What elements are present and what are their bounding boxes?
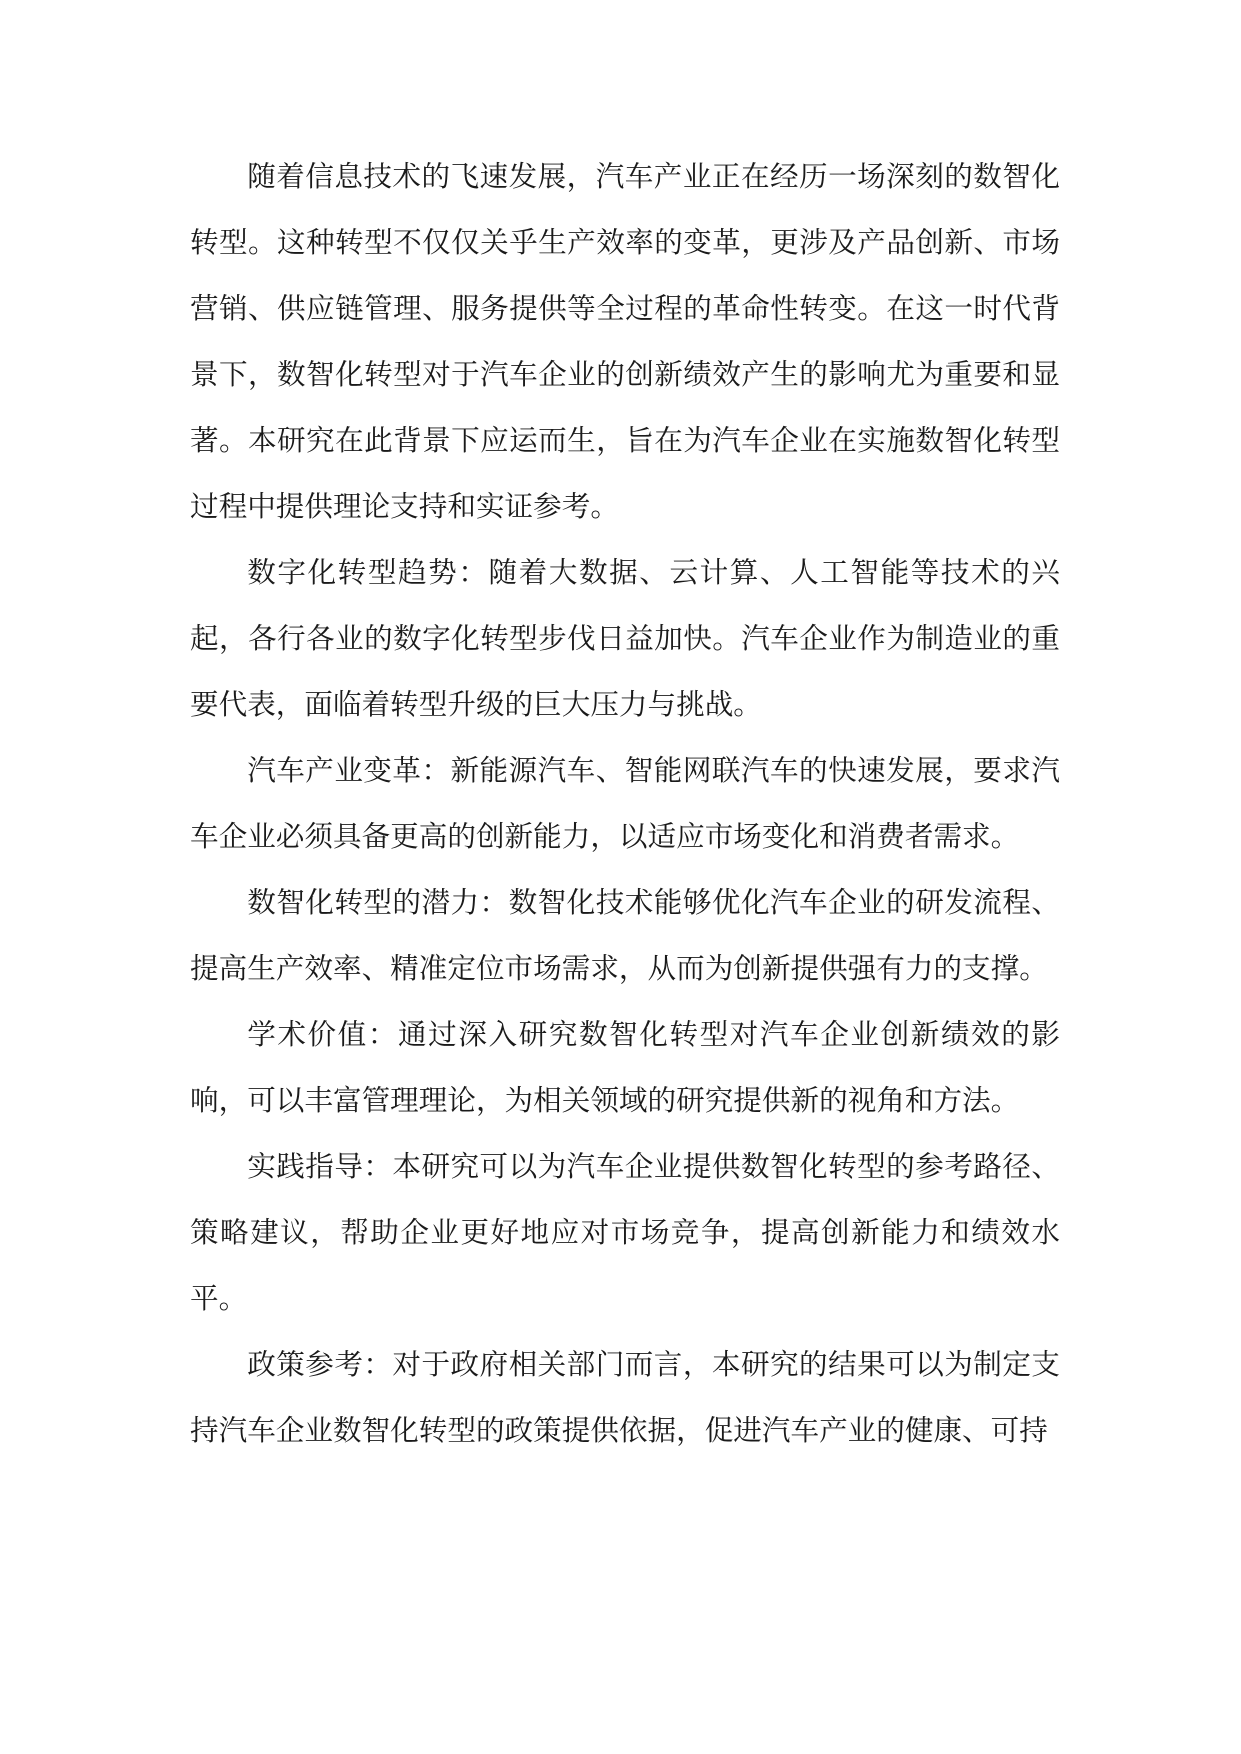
paragraph-digital-trend: 数字化转型趋势：随着大数据、云计算、人工智能等技术的兴起，各行各业的数字化转型步伐日益加快。汽车企业作为制造业的重要代表，面临着转型升级的巨大压力与挑战。 <box>190 555 1060 721</box>
body-text <box>190 143 1060 1463</box>
paragraph-academic-value: 学术价值：通过深入研究数智化转型对汽车企业创新绩效的影响，可以丰富管理理论，为相关领域的研究提供新的视角和方法。 <box>190 1017 1060 1117</box>
paragraph-practice-guide: 实践指导：本研究可以为汽车企业提供数智化转型的参考路径、策略建议，帮助企业更好地应对市场竞争，提高创新能力和绩效水平。 <box>190 1149 1060 1315</box>
paragraph-background: 随着信息技术的飞速发展，汽车产业正在经历一场深刻的数智化转型。这种转型不仅仅关乎生产效率的变革，更涉及产品创新、市场营销、供应链管理、服务提供等全过程的革命性转变。在这一时代背景下，数智化转型对于汽车企业的创新绩效产生的影响尤为重要和显著。本研究在此背景下应运而生，旨在为汽车企业在实施数智化转型过程中提供理论支持和实证参考。 <box>190 159 1060 523</box>
paragraph-industry-change: 汽车产业变革：新能源汽车、智能网联汽车的快速发展，要求汽车企业必须具备更高的创新能力，以适应市场变化和消费者需求。 <box>190 753 1060 853</box>
paragraph-policy-reference: 政策参考：对于政府相关部门而言，本研究的结果可以为制定支持汽车企业数智化转型的政策提供依据，促进汽车产业的健康、可持 <box>190 1347 1060 1447</box>
paragraph-potential: 数智化转型的潜力：数智化技术能够优化汽车企业的研发流程、提高生产效率、精准定位市场需求，从而为创新提供强有力的支撑。 <box>190 885 1060 985</box>
